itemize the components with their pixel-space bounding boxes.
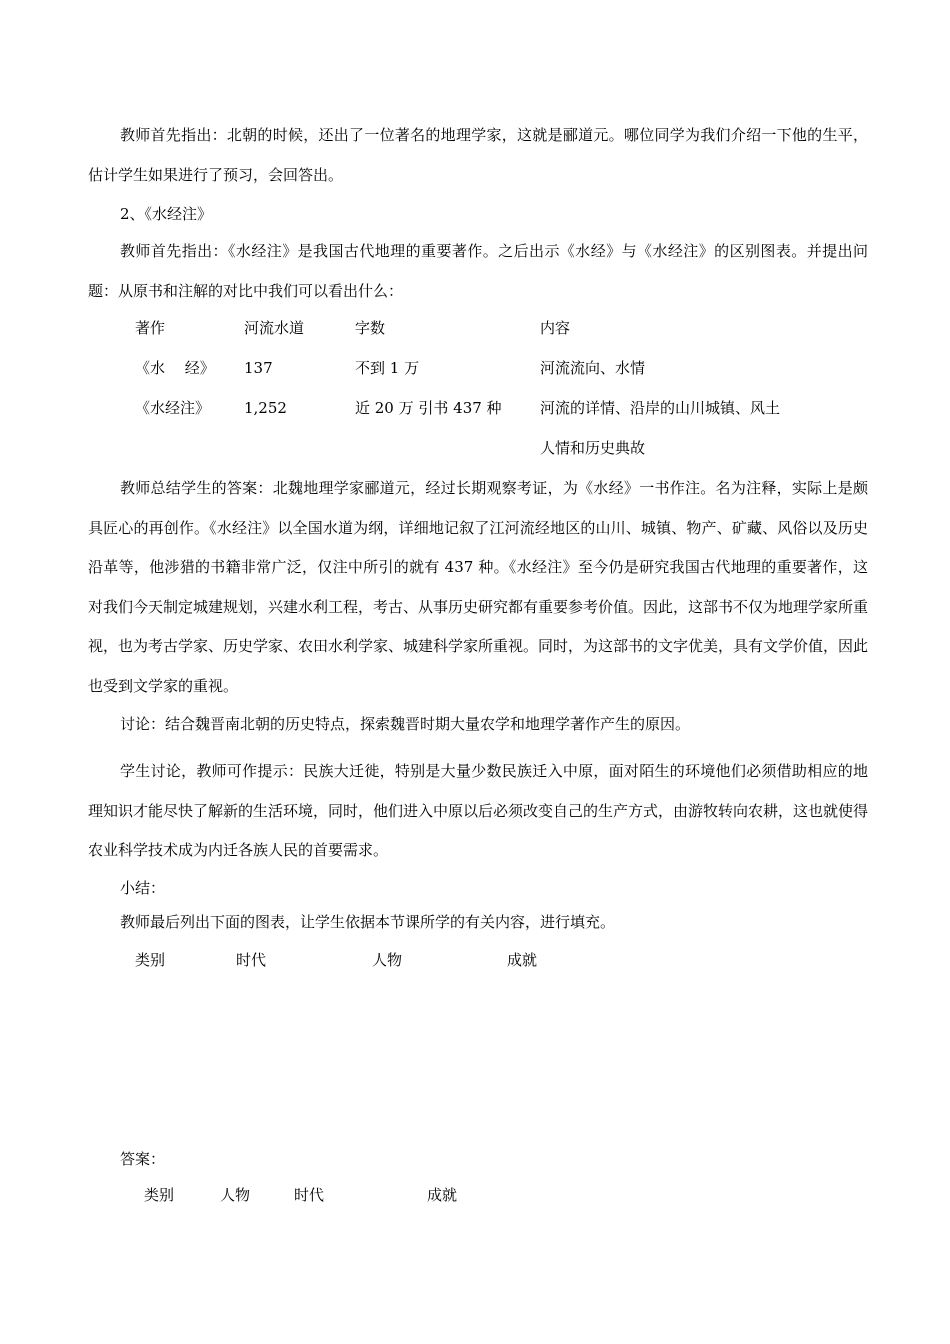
table-cell-shuijingzhu-words: 近 20 万 引书 437 种 [355,399,502,417]
section-heading-shuijingzhu: 2、《水经注》 [120,205,213,223]
answer-header-person: 人物 [220,1186,251,1204]
paragraph-student-discussion: 学生讨论，教师可作提示：民族大迁徙，特别是大量少数民族迁入中原，面对陌生的环境他们必须借助相应的地理知识才能尽快了解新的生活环境，同时，他们进入中原以后必须改变自己的生产方式，由游牧转向农耕，这也就使得农业科学技术成为内迁各族人民的首要需求。 [88,762,869,859]
table-header-work: 著作 [135,319,166,337]
table-cell-shuijing-title: 《水 经》 [135,359,215,377]
fill-header-achievement: 成就 [507,951,538,969]
table-cell-shuijingzhu-rivers: 1,252 [244,399,287,417]
table-cell-shuijing-content: 河流流向、水情 [540,359,646,377]
table-cell-shuijing-words: 不到 1 万 [355,359,420,377]
answer-header-achievement: 成就 [427,1186,458,1204]
summary-label: 小结： [120,879,166,897]
answer-label: 答案： [120,1150,166,1168]
answer-header-category: 类别 [144,1186,175,1204]
paragraph-intro-li-daoyuan: 教师首先指出：北朝的时候，还出了一位著名的地理学家，这就是郦道元。哪位同学为我们介绍一下他的生平，估计学生如果进行了预习，会回答出。 [88,126,868,184]
table-cell-shuijingzhu-content-cont: 人情和历史典故 [540,439,646,457]
table-header-rivers: 河流水道 [244,319,305,337]
paragraph-teacher-summary: 教师总结学生的答案：北魏地理学家郦道元，经过长期观察考证，为《水经》一书作注。名为注释，实际上是颇具匠心的再创作。《水经注》以全国水道为纲，详细地记叙了江河流经地区的山川、城镇、物产、矿藏、风俗以及历史沿革等，他涉猎的书籍非常广泛，仅注中所引的就有 437 种。《水经注》至今仍是研究我国古代地理的重要著作，这对我们今天制定城建规划，兴建水利工程，考古、从事历史研究都有重要参考价值。因此，这部书不仅为地理学家所重视，也为考古学家、历史学家、农田水利学家、城建科学家所重视。同时，为这部书的文字优美，具有文学价值，因此也受到文学家的重视。 [88,479,869,695]
answer-header-era: 时代 [294,1186,325,1204]
table-header-content: 内容 [540,319,571,337]
paragraph-discussion: 讨论：结合魏晋南北朝的历史特点，探索魏晋时期大量农学和地理学著作产生的原因。 [120,715,691,733]
paragraph-shuijingzhu-intro: 教师首先指出：《水经注》是我国古代地理的重要著作。之后出示《水经》与《水经注》的区别图表。并提出问题：从原书和注解的对比中我们可以看出什么： [88,242,868,300]
fill-header-person: 人物 [372,951,403,969]
fill-header-category: 类别 [135,951,166,969]
table-cell-shuijing-rivers: 137 [244,359,273,377]
table-cell-shuijingzhu-title: 《水经注》 [135,399,211,417]
fill-header-era: 时代 [236,951,267,969]
paragraph-fill-table-instruction: 教师最后列出下面的图表，让学生依据本节课所学的有关内容，进行填充。 [120,913,616,931]
table-header-words: 字数 [355,319,386,337]
table-cell-shuijingzhu-content: 河流的详情、沿岸的山川城镇、风土 [540,399,781,417]
